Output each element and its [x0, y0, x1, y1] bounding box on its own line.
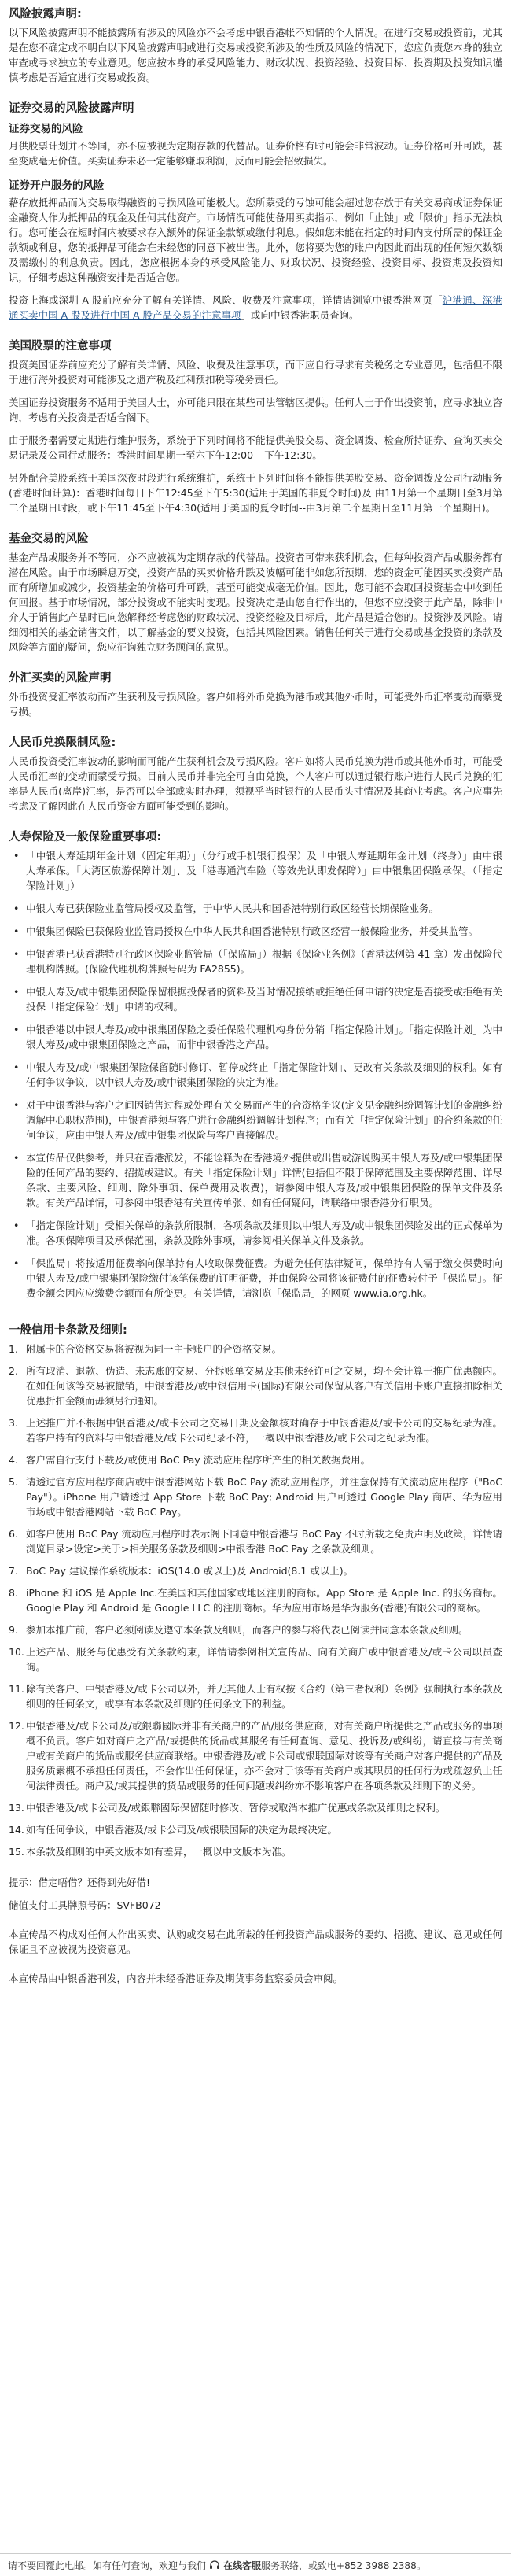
list-item: • 中银集团保险已获保险业监管局授权在中华人民共和国香港特别行政区经营一般保险业务，并受其监管。 — [13, 925, 479, 937]
list-item: 7. BoC Pay 建议操作系统版本：iOS(14.0 或以上)及 Android(8.1 或以上)。 — [9, 1565, 354, 1577]
insurance-list — [9, 848, 502, 1301]
rmb-section — [9, 735, 502, 814]
paragraph: 由于服务器需要定期进行维护服务，系统于下列时间将不能提供美股交易、资金调拨、检查所持证券、查询买卖交易记录及公司行动服务：香港时间星期一至六下午12:00 – 下午12:30。 — [9, 434, 502, 461]
paragraph: 基金产品或服务并不等同，亦不应被视为定期存款的代替品。投资者可带来获利机会，但每种投资产品或服务都有潜在风险。由于市场瞬息万变，投资产品的买卖价格升跌及波幅可能非如您所预期，您的资金可能因买卖投资产品而有所增加或减少，投资基金的价格可升可跌，甚至可能变成毫无价值。因此，您可能不会取回投资基金中收到任何回报。基于市场情况，部分投资或不能实时变现。投资决定是由您自行作出的，但您不应投资于此产品，除非中介人于销售此产品时已向您解释经考虑您的财政状况、投资经验及目标后，此产品是适合您的。投资涉及风险。请细阅相关的基金销售文件，以了解基金的要义投资，包括其风险因素。销售任何关于进行交易或基金投资的条款及风险等方面的疑问，您应征询独立财务顾问的意见。 — [9, 552, 502, 653]
footer-text: 服务联络，或致电+852 3988 2388。 — [261, 2559, 426, 2571]
list-item: • 「中银人寿延期年金计划（固定年期）」（分行或手机银行投保）及「中银人寿延期年金计划（终身）」由中银人寿承保。「大湾区旅游保障计划」、及「港毒通汽车险（等效先认即发保障）」由中银集团保险承保。（「指定保险计划」） — [13, 850, 502, 891]
list-item: 2. 所有取消、退款、伪造、未志账的交易、分拆账单交易及其他未经许可之交易，均不会计算于推广优惠额内。在如任何该等交易被撤销，中银香港及/或中银信用卡(国际)有限公司保留从客户有关信用卡账户直接扣除相关优惠折扣金额而毋须另行通知。 — [9, 1365, 502, 1407]
disclaimer-text: 本宣传品不构成对任何人作出买卖、认购或交易在此所载的任何投资产品或服务的要约、招揽、建议、意见或任何保证且不应被视为投资意见。 — [9, 1928, 502, 1955]
connect-notes-link[interactable]: 沪港通、深港通买卖中国 A 股及进行中国 A 股产品交易的注意事项 — [9, 294, 502, 321]
us-stocks-section — [9, 338, 502, 515]
list-item: 11. 除有关客户、中银香港及/或卡公司以外，并无其他人士有权按《合约（第三者权利）条例》强制执行本条款及细则的任何条文，或享有本条款及细则的任何条文下的利益。 — [9, 1683, 502, 1710]
paragraph: 以下风险披露声明不能披露所有涉及的风险亦不会考虑中银香港帐不知情的个人情况。在进行交易或投资前，尤其是在您不确定或不明白以下风险披露声明或进行交易或投资所涉及的性质及风险的情况下，您应负责您本身的独立审查或寻求独立的专业意见。您应按本身的承受风险能力、财政状况、投资经验、投资目标、投资期及投资知识谨慎考虑是否适宜进行交易或投资。 — [9, 27, 502, 83]
list-item: 9. 参加本推广前，客户必须阅读及遵守本条款及细则，而客户的参与将代表已阅读并同意本条款及细则。 — [9, 1624, 469, 1636]
paragraph: 月供股票计划并不等同，亦不应被视为定期存款的代替品。证券价格有时可能会非常波动。证券价格可升可跌，甚至变成毫无价值。买卖证券未必一定能够赚取利润，反而可能会招致损失。 — [9, 140, 502, 167]
list-item: • 中银人寿及/或中银集团保险保留根据投保者的资料及当时情况接纳或拒绝任何申请的决定是否接受或拒绝有关投保「指定保险计划」申请的权利。 — [13, 986, 502, 1013]
list-item: • 中银香港以中银人寿及/或中银集团保险之委任保险代理机构身份分销「指定保险计划」。「指定保险计划」为中银人寿及/或中银集团保险之产品，而非中银香港之产品。 — [13, 1024, 502, 1050]
list-item: 5. 请透过官方应用程序商店或中银香港网站下载 BoC Pay 流动应用程序，并注意保持有关流动应用程序（"BoC Pay"）。iPhone 用户请透过 App Store 下载 BoC Pay; Android 用户可透过 Google Play 商店、华为应用市场或中银香港网站下载 BoC Pay。 — [9, 1476, 502, 1518]
subsection-title: 证券开户服务的风险 — [9, 179, 105, 192]
list-item: • 「指定保险计划」受相关保单的条款所限制，各项条款及细则以中银人寿及/或中银集团保险发出的正式保单为准。各项保障项目及承保范围，条款及除外事项，请参阅相关保单文件及条款。 — [13, 1220, 502, 1246]
list-item: 3. 上述推广并不根据中银香港及/或卡公司之交易日期及金额核对确存于中银香港及/或卡公司的交易纪录为准。若客户持有的资料与中银香港及/或卡公司纪录不符，一概以中银香港及/或卡公司之纪录为准。 — [9, 1417, 502, 1444]
paragraph: 藉存放抵押品而为交易取得融资的亏损风险可能极大。您所蒙受的亏蚀可能会超过您存放于有关交易商或证券保证金融资人作为抵押品的现金及任何其他资产。市场情况可能使备用买卖指示，例如「止蚀」或「限价」指示无法执行。您可能会在短时间内被要求存入额外的保证金款额或缴付利息。假如您未能在指定的时间内支付所需的保证金款额或利息，您的抵押品可能会在未经您的同意下被出售。此外，您将要为您的账户内因此而出现的任何短欠数额及需缴付的利息负责。因此，您应根据本身的承受风险能力、财政状况、投资经验、投资目标、投资期及投资知识，仔细考虑这种融资安排是否适合您。 — [9, 197, 502, 283]
paragraph: 投资美国证券前应充分了解有关详情、风险、收费及注意事项，而下应自行寻求有关税务之专业意见，包括但不限于进行海外投资对可能涉及之遗产税及红利预扣税等税务责任。 — [9, 359, 502, 386]
list-item: 13. 中银香港及/或卡公司及/或銀聯國际保留随时修改、暂停或取消本推广优惠或条款及细则之权利。 — [9, 1802, 446, 1814]
credit-card-terms-section — [9, 1323, 502, 1859]
section-title: 一般信用卡条款及细则: — [9, 1324, 127, 1337]
funds-section — [9, 531, 502, 655]
footer-bar — [0, 2553, 511, 2576]
list-item: • 中银香港已获香港特别行政区保险业监管局（「保监局」）根据《保险业条例》（香港法例第 41 章）发出保险代理机构牌照。(保险代理机构牌照号码为 FA2855)。 — [13, 948, 502, 975]
list-item: 8. iPhone 和 iOS 是 Apple Inc.在美国和其他国家或地区注册的商标。App Store 是 Apple Inc. 的服务商标。Google Play 和 Android 是 Google LLC 的注册商标。华为应用市场是华为服务(香港)有限公司的商标。 — [9, 1587, 502, 1614]
online-chat-link[interactable]: 在线客服 — [223, 2559, 262, 2571]
section-title: 证券交易的风险披露声明 — [9, 102, 134, 115]
list-item: 15. 本条款及细则的中英文版本如有差异，一概以中文版本为准。 — [9, 1846, 292, 1858]
list-item: 1. 附属卡的合资格交易将被视为同一主卡账户的合资格交易。 — [9, 1343, 282, 1355]
paragraph: 外币投资受汇率波动而产生获利及亏损风险。客户如将外币兑换为港币或其他外币时，可能受外币汇率变动而蒙受亏损。 — [9, 691, 502, 718]
insurance-section — [9, 829, 502, 1301]
list-item: • 本宣传品仅供参考，并只在香港派发，不能诠释为在香港境外提供或出售或游说购买中银人寿及/或中银集团保险的任何产品的要约、招揽或建议。有关「指定保险计划」详情(包括但不限于保障范围及主要保障范围、详尽条款、主要风险、细则、除外事项、保单费用及收费)，请参阅中银人寿及/或中银集团保险的保单文件及条款。有关产品详情，可参阅中银香港有关宣传单张、如有任何疑问，请联络中银香港分行职员。 — [13, 1152, 502, 1209]
section-title: 基金交易的风险 — [9, 533, 89, 545]
license-text: 储值支付工具牌照号码：SVFB072 — [9, 1899, 161, 1911]
section-title: 外汇买卖的风险声明 — [9, 672, 112, 685]
headset-icon — [209, 2559, 220, 2570]
section-title: 人民币兑换限制风险: — [9, 736, 116, 749]
list-item: 10. 上述产品、服务与优惠受有关条款约束，详情请参阅相关宣传品、向有关商户或中银香港及/或卡公司职员查询。 — [9, 1646, 502, 1673]
terms-list — [9, 1342, 502, 1859]
disclaimer-text: 本宣传品由中银香港刊发，内容并未经香港证券及期货事务监察委员会审阅。 — [9, 1973, 344, 1984]
list-item: 12. 中银香港及/或卡公司及/或銀聯國际并非有关商户的产品/服务供应商，对有关商户所提供之产品或服务的事项概不负责。客户如对商户之产品/或提供的货品或其服务有任何查询、意见、投诉及/或纠纷，请直接与有关商户或有关商户的货品或服务供应商联络。中银香港及/或卡公司或银联国际对该等有关商户对客户提供的产品及服务质素概不承担任何责任，不会作出任何保证，亦不会对于该等有关商户或其职员的任何行为或疏忽负上任何法律责任。商户及/或其提供的货品或服务的任何问题或纠纷亦不影响客户在各项条款及细则下的义务。 — [9, 1720, 502, 1792]
footer-text: 请不要回覆此电邮。如有任何查询，欢迎与我们 — [8, 2559, 207, 2571]
risk-disclosure-section — [9, 6, 502, 85]
securities-section — [9, 101, 502, 323]
section-title: 风险披露声明: — [9, 8, 82, 20]
subsection-title: 证券交易的风险 — [9, 123, 83, 135]
section-title: 人寿保险及一般保险重要事项: — [9, 831, 162, 843]
connect-paragraph: 投资上海或深圳 A 股前应充分了解有关详情、风险、收费及注意事项，详情请浏览中银香港网页「沪港通、深港通买卖中国 A 股及进行中国 A 股产品交易的注意事项」或向中银香港职员查询。 — [9, 294, 502, 321]
reminder-text: 提示：借定唔借？还得到先好借! — [9, 1877, 151, 1888]
list-item: • 中银人寿已获保险业监管局授权及监管，于中华人民共和国香港特别行政区经营长期保险业务。 — [13, 902, 439, 914]
section-title: 美国股票的注意事项 — [9, 340, 112, 352]
list-item: • 中银人寿及/或中银集团保险保留随时修订、暂停或终止「指定保险计划」、更改有关条款及细则的权利。如有任何争议争议，以中银人寿及/或中银集团保险的决定为准。 — [13, 1061, 502, 1088]
list-item: • 对于中银香港与客户之间因销售过程或处理有关交易而产生的合资格争议(定义见金融纠纷调解计划的金融纠纷调解中心职权范围)，中银香港须与客户进行金融纠纷调解计划程序；而有关「指定保险计划」的合约条款的任何争议，应由中银人寿及/或中银集团保险与客户直接解决。 — [13, 1099, 502, 1141]
paragraph: 美国证券投资服务不适用于美国人士，亦可能只限在某些司法管辖区提供。任何人士于作出投资前，应寻求独立咨询，考虑有关投资是否适合阁下。 — [9, 397, 502, 423]
list-item: 6. 如客户使用 BoC Pay 流动应用程序时表示阁下同意中银香港与 BoC Pay 不时所载之免责声明及政策，详情请浏览目录>设定>关于>相关服务条款及细则>中银香港 BoC Pay 之条款及细则。 — [9, 1528, 502, 1555]
paragraph: 人民币投资受汇率波动的影响而可能产生获利机会及亏损风险。客户如将人民币兑换为港币或其他外币时，可能受人民币汇率的变动而蒙受亏损。目前人民币并非完全可自由兑换，个人客户可以通过银行账户进行人民币兑换的汇率是人民币(离岸)汇率，是否可以全部或实时办理，须视乎当时银行的人民币头寸情况及其商业考虑。客户应事先考虑及了解因此在人民币资金方面可能受到的影响。 — [9, 755, 502, 812]
fx-section — [9, 670, 502, 719]
list-item: 14. 如有任何争议，中银香港及/或卡公司及/或银联国际的决定为最终决定。 — [9, 1824, 337, 1836]
list-item: 4. 客户需自行支付下载及/或使用 BoC Pay 流动应用程序所产生的相关数据费用。 — [9, 1454, 371, 1466]
paragraph: 另外配合美股系统于美国深夜时段进行系统维护，系统于下列时间将不能提供美股交易、资金调拨及公司行动服务(香港时间计算)：香港时间每日下午12:45至下午5:30(适用于美国的非夏令时间)及 由11月第一个星期日至3月第二个星期日时段，或下午11:45至下午4:30(适用于美国的夏令时间--由3月第二个星期日至11月第一个星期日)。 — [9, 472, 502, 514]
list-item: • 「保监局」将按适用征费率向保单持有人收取保费征费。为避免任何法律疑问，保单持有人需于缴交保费时向中银人寿及/或中银集团保险缴付该笔保费的订明征费，并由保险公司将该征费付的征费转付予「保监局」。征费金额会因应应缴费金额而有所变更。有关详情，请浏览「保监局」的网页 www.ia.org.hk。 — [13, 1257, 502, 1299]
